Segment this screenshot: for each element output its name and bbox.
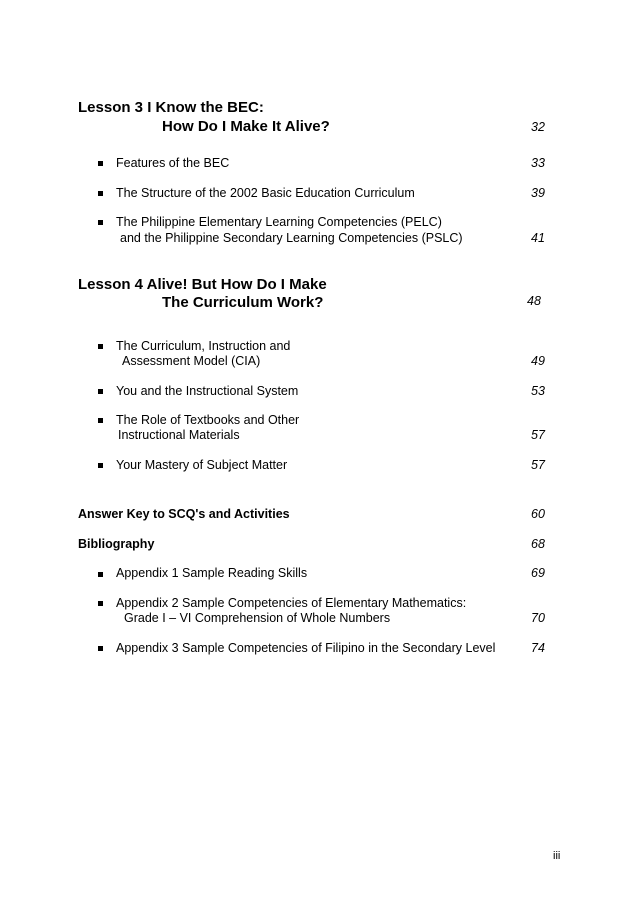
bibliography-heading: Bibliography — [78, 537, 155, 551]
toc-item-label: Your Mastery of Subject Matter — [116, 458, 288, 472]
toc-item-label: Appendix 2 Sample Competencies of Elementary Mathematics: — [116, 596, 467, 610]
bullet-icon — [98, 344, 103, 349]
lesson3-page: 32 — [531, 120, 545, 134]
bullet-icon — [98, 601, 103, 606]
toc-item-label: You and the Instructional System — [116, 384, 299, 398]
toc-item-label: The Structure of the 2002 Basic Education Curriculum — [116, 186, 415, 200]
lesson4-subheading: The Curriculum Work? — [162, 294, 324, 311]
page-number: iii — [553, 850, 561, 862]
toc-item-label-cont: and the Philippine Secondary Learning Competencies (PSLC) — [120, 231, 463, 245]
bullet-icon — [98, 191, 103, 196]
bullet-icon — [98, 646, 103, 651]
toc-item-label: Appendix 3 Sample Competencies of Filipino in the Secondary Level — [116, 641, 496, 655]
toc-item-label: The Curriculum, Instruction and — [116, 339, 291, 353]
lesson3-heading: Lesson 3 I Know the BEC: — [78, 99, 264, 116]
toc-item-page: 39 — [531, 186, 545, 200]
bullet-icon — [98, 572, 103, 577]
lesson4-heading: Lesson 4 Alive! But How Do I Make — [78, 276, 327, 293]
toc-item-label-cont: Grade I – VI Comprehension of Whole Numbers — [124, 611, 391, 625]
toc-item-label-cont: Instructional Materials — [118, 428, 240, 442]
bibliography-page: 68 — [531, 537, 545, 551]
toc-item-page: 33 — [531, 156, 545, 170]
toc-item-page: 74 — [531, 641, 545, 655]
toc-item-label: Features of the BEC — [116, 156, 230, 170]
bullet-icon — [98, 463, 103, 468]
lesson4-page: 48 — [527, 294, 541, 308]
toc-item-page: 69 — [531, 566, 545, 580]
toc-item-page: 57 — [531, 458, 545, 472]
answer-key-page: 60 — [531, 507, 545, 521]
toc-item-page: 70 — [531, 611, 545, 625]
toc-item-page: 53 — [531, 384, 545, 398]
toc-item-page: 41 — [531, 231, 545, 245]
bullet-icon — [98, 161, 103, 166]
bullet-icon — [98, 418, 103, 423]
toc-item-label: Appendix 1 Sample Reading Skills — [116, 566, 308, 580]
toc-item-label-cont: Assessment Model (CIA) — [122, 354, 261, 368]
toc-item-label: The Philippine Elementary Learning Competencies (PELC) — [116, 215, 442, 229]
toc-item-page: 57 — [531, 428, 545, 442]
answer-key-heading: Answer Key to SCQ's and Activities — [78, 507, 290, 521]
toc-item-page: 49 — [531, 354, 545, 368]
bullet-icon — [98, 220, 103, 225]
bullet-icon — [98, 389, 103, 394]
lesson3-subheading: How Do I Make It Alive? — [162, 118, 330, 135]
toc-item-label: The Role of Textbooks and Other — [116, 413, 300, 427]
